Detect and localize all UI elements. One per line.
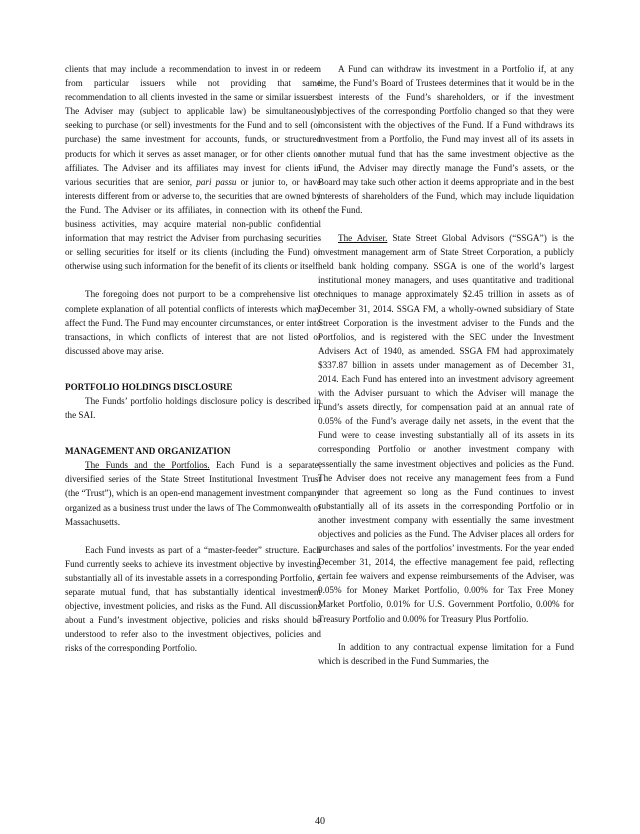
right-column [318, 62, 574, 668]
adviser-paragraph [318, 231, 574, 626]
page-number: 40 [315, 816, 325, 827]
conflicts-paragraph [65, 62, 321, 273]
adviser-text: State Street Global Advisors (“SSGA”) is the investment management arm of State Street Corporation, a publicly held bank holding company. SSGA is one of the world’s largest institutional money managers, and uses quantitative and traditional techniques to manage approximately $2.45 trillion in assets as of December 31, 2014. SSGA FM, a wholly-owned subsidiary of State Street Corporation is the investment adviser to the Funds and the Portfolios, and is registered with the SEC under the Investment Advisers Act of 1940, as amended. SSGA FM had approximately $337.87 billion in assets under management as of December 31, 2014. Each Fund has entered into an investment advisory agreement with the Adviser pursuant to which the Adviser will manage the Fund’s assets directly, for compensation paid at an annual rate of 0.05% of the Fund’s average daily net assets, in the event that the Fund were to cease investing substantially all of its assets in its corresponding Portfolio or another investment company with essentially the same investment objectives and policies as the Fund. The Adviser does not receive any management fees from a Fund under that agreement so long as the Fund continues to invest substantially all of its assets in the corresponding Portfolio or in another investment company with essentially the same investment objectives and policies as the Fund. The Adviser places all orders for purchases and sales of the portfolios’ investments. For the year ended December 31, 2014, the effective management fee paid, reflecting certain fee waivers and expense reimbursements of the Adviser, was 0.05% for Money Market Portfolio, 0.00% for Tax Free Money Market Portfolio, 0.01% for U.S. Government Portfolio, 0.00% for Treasury Portfolio and 0.00% for Treasury Plus Portfolio. [318, 233, 574, 624]
left-column [65, 62, 321, 655]
conflicts-text-rest: or junior to, or have interests different from or adverse to, the securities that are owned by the Fund. The Adviser or its affiliates, in connection with its other business activities, may acquire material non-public confidential information that may restrict the Adviser from purchasing securities or selling securities for itself or its clients (including the Fund) or otherwise using such information for the benefit of its clients or itself. [65, 176, 321, 272]
master-feeder-paragraph: Each Fund invests as part of a “master-feeder” structure. Each Fund currently seeks to achieve its investment objective by investing substantially all of its investable assets in a corresponding Portfolio, a separate mutual fund, that has substantially identical investment objective, investment policies, and risks as the Fund. All discussions about a Fund’s investment objective, policies and risks should be understood to refer also to the investment objectives, policies and risks of the corresponding Portfolio. [65, 544, 321, 654]
funds-portfolios-text: Each Fund is a separate, diversified series of the State Street Institutional Investment Trust (the “Trust”), which is an open-end management investment company organized as a business trust under the laws of The Commonwealth of Massachusetts. [65, 460, 321, 527]
management-organization-heading: MANAGEMENT AND ORGANIZATION [65, 446, 231, 457]
expense-limitation-paragraph: In addition to any contractual expense limitation for a Fund which is described in the Fund Summaries, the [318, 641, 574, 666]
adviser-lead: The Adviser. [338, 233, 388, 244]
holdings-policy-paragraph: The Funds’ portfolio holdings disclosure policy is described in the SAI. [65, 395, 321, 421]
foregoing-paragraph: The foregoing does not purport to be a comprehensive list or complete explanation of all potential conflicts of interests which may affect the Fund. The Fund may encounter circumstances, or enter into transactions, in which conflicts of interest that are not listed or discussed above may arise. [65, 289, 321, 356]
conflicts-text: clients that may include a recommendation to invest in or redeem from particular issuers while not providing that same recommendation to all clients invested in the same or similar issuers. The Adviser may (subject to applicable law) be simultaneously seeking to purchase (or sell) investments for the Fund and to sell (or purchase) the same investment for accounts, funds, or structured products for which it serves as asset manager, or for other clients or affiliates. The Adviser and its affiliates may invest for clients in various securities that are senior, [65, 64, 321, 187]
portfolio-holdings-heading: PORTFOLIO HOLDINGS DISCLOSURE [65, 381, 233, 392]
funds-portfolios-lead: The Funds and the Portfolios. [85, 460, 210, 471]
funds-portfolios-paragraph [65, 458, 321, 528]
withdraw-paragraph: A Fund can withdraw its investment in a Portfolio if, at any time, the Fund’s Board of Trustees determines that it would be in the best interests of the Fund’s shareholders, or if the investment objectives of the corresponding Portfolio changed so that they were inconsistent with the objectives of the Fund. If a Fund withdraws its investment from a Portfolio, the Fund may invest all of its assets in another mutual fund that has the same investment objective as the Fund, the Adviser may directly manage the Fund’s assets, or the Board may take such other action it deems appropriate and in the best interests of shareholders of the Fund, which may include liquidation of the Fund. [318, 64, 574, 215]
pari-passu-text: pari passu [196, 176, 237, 187]
